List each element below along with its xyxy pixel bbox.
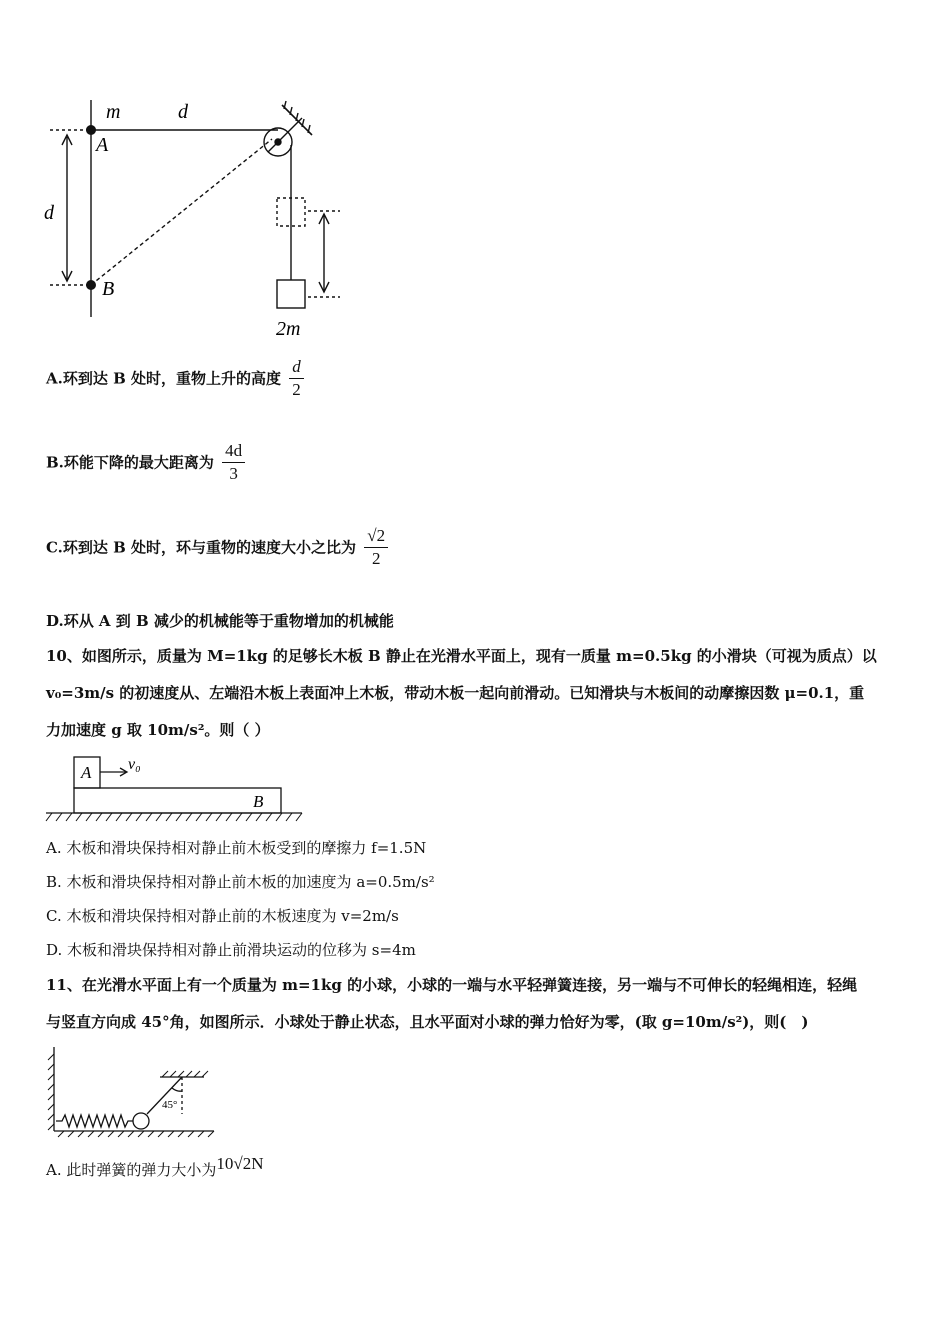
q9-option-c — [46, 525, 388, 570]
q11-stem-line-2: 与竖直方向成 45°角，如图所示．小球处于静止状态，且水平面对小球的弹力恰好为零，(取 g=10m/s²)，则( ) — [46, 1013, 809, 1031]
q11-option-a-math: 10√2N — [216, 1154, 264, 1173]
block-A-label: A — [81, 763, 92, 782]
label-B: B — [102, 278, 115, 300]
board-B-label: B — [253, 792, 264, 811]
q10-option-a: A. 木板和滑块保持相对静止前木板受到的摩擦力 f=1.5N — [46, 839, 427, 857]
label-m: m — [106, 101, 121, 123]
angle-45-label: 45° — [162, 1099, 178, 1111]
label-A: A — [96, 134, 109, 156]
q11-option-a — [46, 1154, 264, 1180]
velocity-v0-label: v₀ — [128, 756, 141, 773]
q11-option-a-text: A. 此时弹簧的弹力大小为 — [46, 1161, 217, 1179]
spring-ball-diagram — [44, 1044, 219, 1139]
q9-option-b-fraction: $\frac{4d}{3}$ — [222, 440, 245, 485]
q9-option-a — [46, 356, 304, 401]
block-board-diagram — [44, 752, 309, 827]
q10-option-c: C. 木板和滑块保持相对静止前的木板速度为 v=2m/s — [46, 907, 399, 925]
q10-stem-line-3: 力加速度 g 取 10m/s²。则（ ） — [46, 721, 270, 739]
q11-stem-line-1: 11、在光滑水平面上有一个质量为 m=1kg 的小球，小球的一端与水平轻弹簧连接，另一端与不可伸长的轻绳相连，轻绳 — [46, 976, 858, 994]
q9-option-d: D.环从 A 到 B 减少的机械能等于重物增加的机械能 — [46, 612, 394, 630]
q10-option-b: B. 木板和滑块保持相对静止前木板的加速度为 a=0.5m/s² — [46, 873, 435, 891]
label-2m: 2m — [276, 318, 301, 340]
q9-option-c-fraction: $\frac{√2}{2}$ — [364, 525, 388, 570]
q9-option-a-text: A.环到达 B 处时，重物上升的高度 — [46, 369, 281, 388]
label-d-left: d — [44, 202, 54, 224]
q9-option-b — [46, 440, 245, 485]
q10-stem-line-1: 10、如图所示，质量为 M=1kg 的足够长木板 B 静止在光滑水平面上，现有一质量 m=0.5kg 的小滑块（可视为质点）以 — [46, 647, 877, 665]
pulley-ring-diagram — [40, 95, 360, 345]
q10-option-d: D. 木板和滑块保持相对静止前滑块运动的位移为 s=4m — [46, 941, 416, 959]
ring-B-dot — [86, 280, 96, 290]
q9-option-b-text: B.环能下降的最大距离为 — [46, 453, 214, 472]
q10-stem-line-2: v₀=3m/s 的初速度从、左端沿木板上表面冲上木板，带动木板一起向前滑动。已知滑块与木板间的动摩擦因数 μ=0.1，重 — [46, 684, 865, 702]
label-d-top: d — [178, 101, 188, 123]
ring-A-dot — [86, 125, 96, 135]
q9-option-c-text: C.环到达 B 处时，环与重物的速度大小之比为 — [46, 538, 357, 557]
q9-option-a-fraction: $\frac{d}{2}$ — [289, 356, 304, 401]
